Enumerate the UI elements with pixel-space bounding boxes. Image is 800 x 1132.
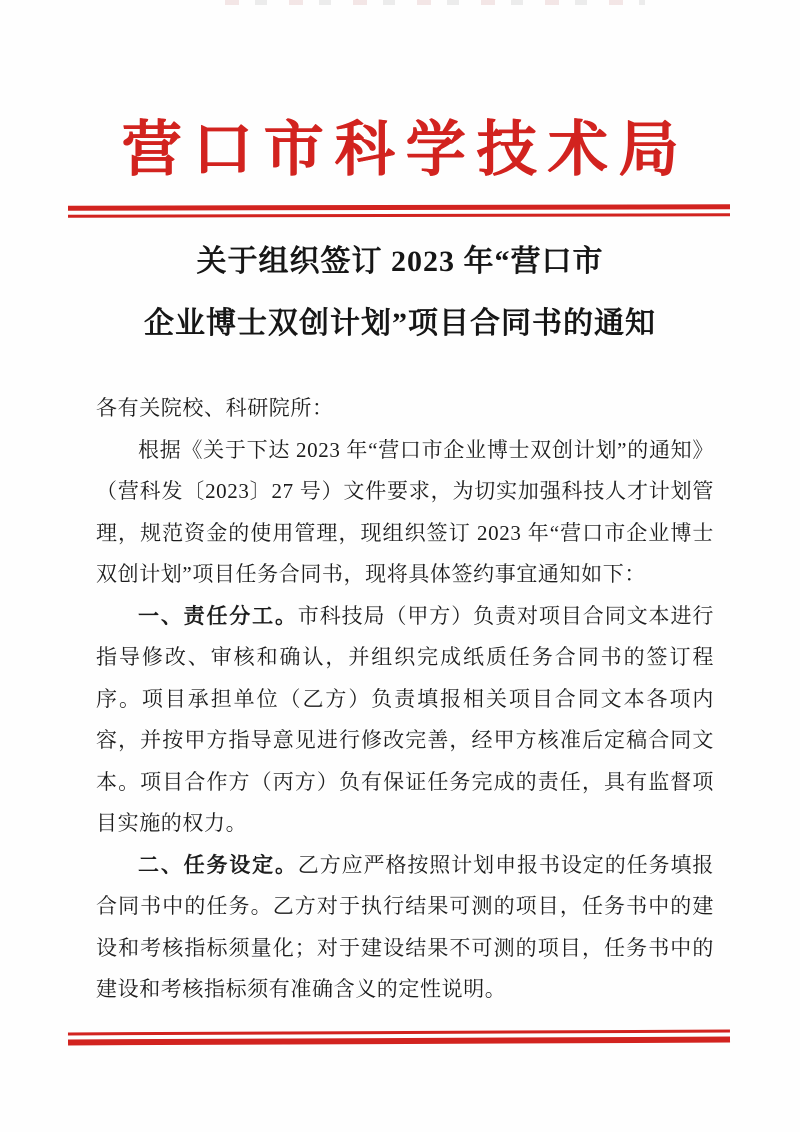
document-body bbox=[96, 388, 714, 1011]
paragraph-text: 根据《关于下达 2023 年“营口市企业博士双创计划”的通知》（营科发〔2023〕27 号）文件要求，为切实加强科技人才计划管理，规范资金的使用管理，现组织签订 2023 年“营口市企业博士双创计划”项目任务合同书，现将具体签约事宜通知如下： bbox=[96, 437, 714, 586]
document-title-line2: 企业博士双创计划”项目合同书的通知 bbox=[144, 307, 656, 340]
agency-header: 营口市科学技术局 bbox=[121, 117, 690, 183]
body-paragraph bbox=[96, 596, 714, 845]
salutation: 各有关院校、科研院所： bbox=[96, 396, 334, 420]
document-title-line1: 关于组织签订 2023 年“营口市 bbox=[196, 245, 604, 278]
header-divider-thin-line bbox=[68, 213, 730, 217]
paragraph-lead: 一、责任分工。 bbox=[138, 604, 298, 628]
paragraph-text: 乙方应严格按照计划申报书设定的任务填报合同书中的任务。乙方对于执行结果可测的项目，任务书中的建设和考核指标须量化；对于建设结果不可测的项目，任务书中的建设和考核指标须有准确含义的定性说明。 bbox=[96, 852, 714, 1001]
footer-divider-double-rule bbox=[68, 1030, 730, 1046]
body-paragraph bbox=[96, 845, 714, 1011]
document-title bbox=[80, 231, 720, 355]
header-divider-double-rule bbox=[68, 204, 730, 217]
scan-artifact-marks bbox=[225, 0, 645, 5]
body-paragraph bbox=[96, 430, 714, 596]
paragraph-text: 市科技局（甲方）负责对项目合同文本进行指导修改、审核和确认，并组织完成纸质任务合同书的签订程序。项目承担单位（乙方）负责填报相关项目合同文本各项内容，并按甲方指导意见进行修改完善，经甲方核准后定稿合同文本。项目合作方（丙方）负有保证任务完成的责任，具有监督项目实施的权力。 bbox=[96, 603, 714, 835]
paragraph-lead: 二、任务设定。 bbox=[138, 853, 298, 877]
